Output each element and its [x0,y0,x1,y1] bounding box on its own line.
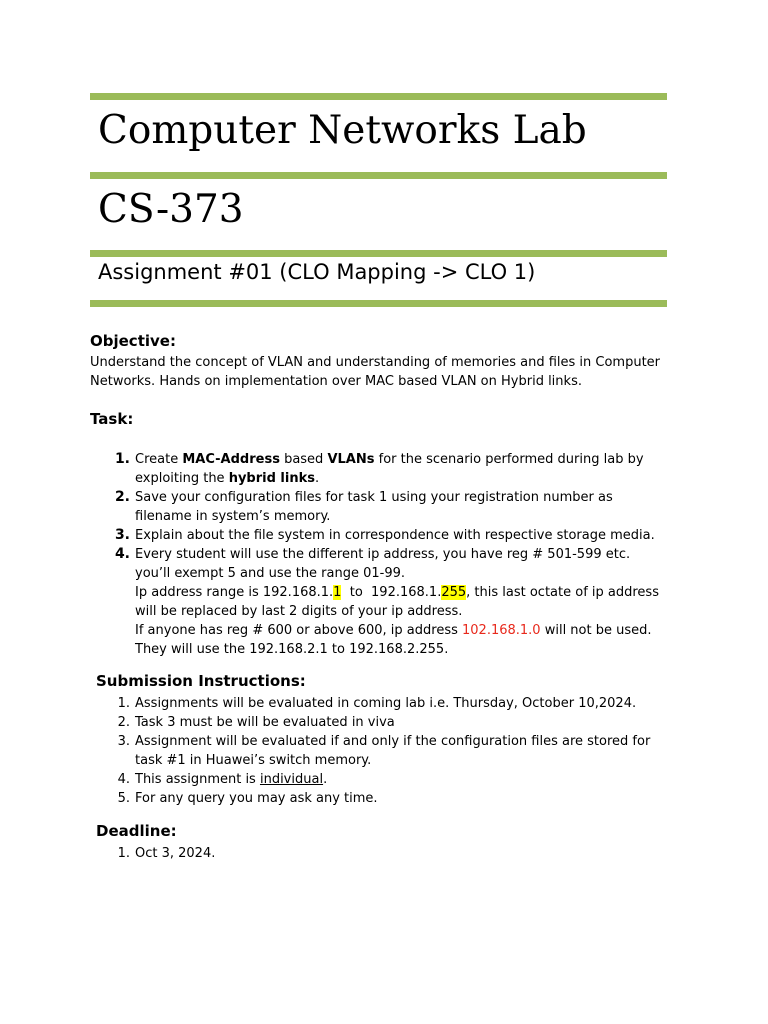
list-item [117,789,667,808]
text-run: Create [135,452,183,467]
list-item [117,844,667,863]
list-number: 4. [114,546,130,562]
deadline-list [117,844,667,863]
text-run: If anyone has reg # 600 or above 600, ip address [135,623,462,638]
text-run: This assignment is [135,772,260,787]
list-text: Task 3 must be will be evaluated in viva [135,715,395,730]
list-item [114,488,667,526]
list-item [114,545,667,659]
list-text: Assignments will be evaluated in coming lab i.e. Thursday, October 10,2024. [135,696,637,711]
text-run: Ip address range is 192.168.1. [135,585,334,600]
list-number: 4. [117,772,130,787]
list-text: Save your configuration files for task 1 using your registration number as filename in system’s memory. [135,490,613,524]
text-run: . [323,772,328,787]
document-title: Computer Networks Lab [98,108,587,153]
list-number: 2. [117,715,130,730]
objective-text: Understand the concept of VLAN and understanding of memories and files in Computer Networks. Hands on implementation over MAC based VLAN on Hybrid links. [90,355,661,389]
bold-term: VLANs [327,452,375,467]
assignment-title: Assignment #01 (CLO Mapping -> CLO 1) [98,260,536,284]
list-text: Explain about the file system in correspondence with respective storage media. [135,528,655,543]
text-run: will not be used. [540,623,652,638]
list-item [114,450,667,488]
list-number: 5. [117,791,130,806]
list-item [114,526,667,545]
list-text: Every student will use the different ip address, you have reg # 501-599 etc. you’ll exempt 5 and use the range 01-99. [135,547,631,581]
list-text: They will use the 192.168.2.1 to 192.168.2.255. [135,642,449,657]
deadline-heading: Deadline: [96,822,177,840]
header-rule-2 [90,172,667,179]
list-item [117,713,667,732]
list-number: 1. [117,846,130,861]
list-text: Assignment will be evaluated if and only if the configuration files are stored for task #1 in Huawei’s switch memory. [135,734,651,768]
text-run: for the scenario performed during lab by exploiting the [135,452,644,486]
text-run: based [279,452,328,467]
bold-term: MAC-Address [182,452,280,467]
list-item [117,694,667,713]
list-number: 1. [114,451,130,467]
header-rule-3 [90,250,667,257]
header-rule-4 [90,300,667,307]
list-number: 1. [117,696,130,711]
list-item [117,732,667,770]
list-text: For any query you may ask any time. [135,791,378,806]
ip-range-line [135,583,667,621]
list-number: 3. [114,527,130,543]
submission-heading: Submission Instructions: [96,672,306,690]
text-run: . [315,471,320,486]
highlighted-value: 255 [441,585,467,600]
objective-heading: Objective: [90,332,176,350]
underlined-term: individual [259,772,324,787]
reg-600-line [135,621,667,640]
header-rule-1 [90,93,667,100]
text-run: to 192.168.1. [341,585,442,600]
course-code: CS-373 [98,187,244,232]
list-text: Oct 3, 2024. [135,846,216,861]
bold-term: hybrid links [228,471,315,486]
list-item [117,770,667,789]
task-list [114,450,667,659]
list-number: 2. [114,489,130,505]
text-run: , this last octate of ip address will be replaced by last 2 digits of your ip address. [135,585,659,619]
task-heading: Task: [90,410,134,428]
submission-list [117,694,667,808]
list-number: 3. [117,734,130,749]
red-ip-address: 102.168.1.0 [462,623,541,638]
highlighted-value: 1 [333,585,342,600]
